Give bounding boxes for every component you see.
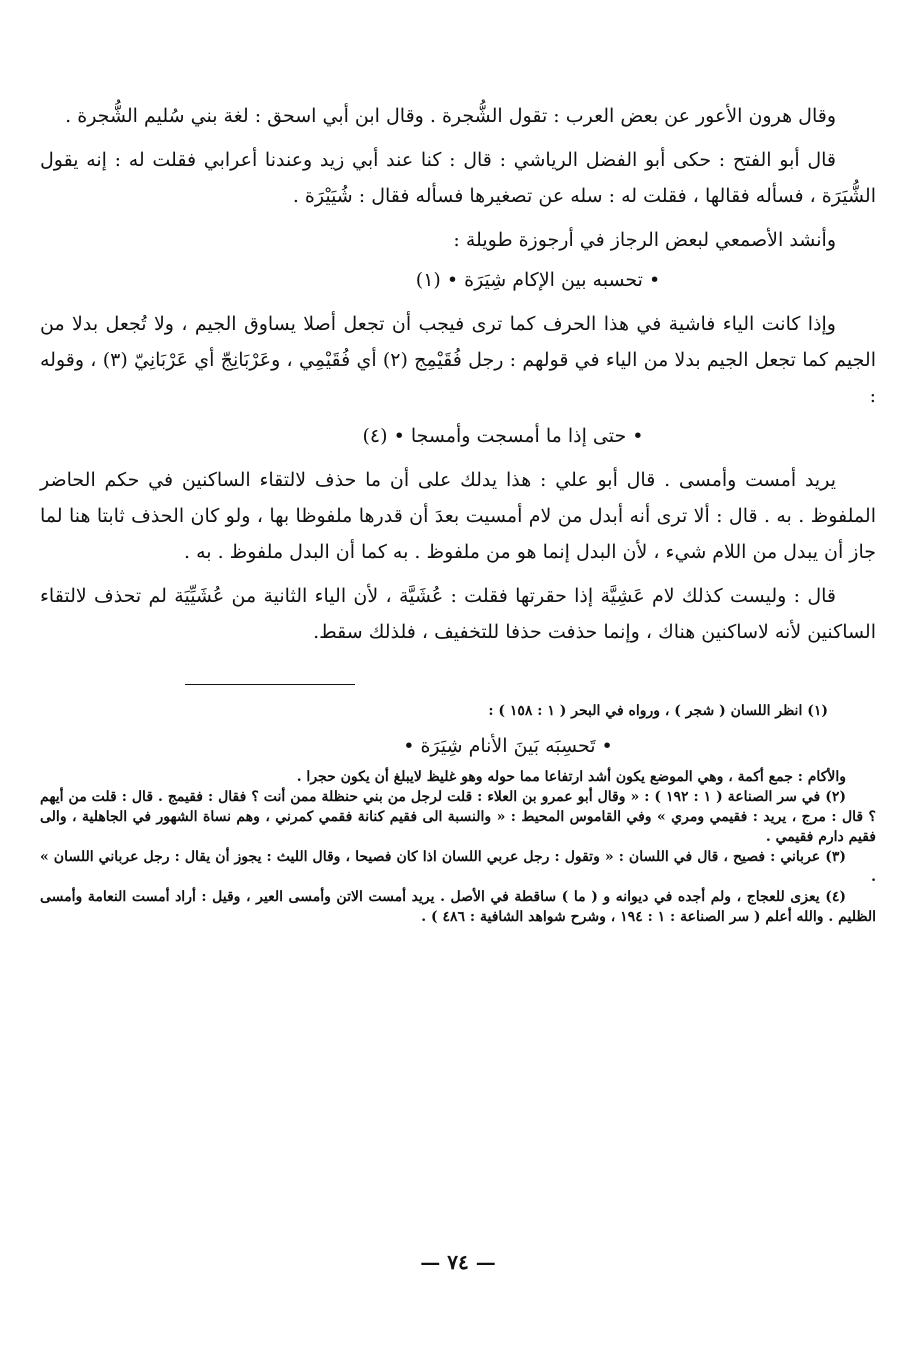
main-text [40, 98, 876, 650]
paragraph-2: قال أبو الفتح : حكى أبو الفضل الرياشي : قال : كنا عند أبي زيد وعندنا أعرابي فقلت له : إنه يقول الشُّيَرَة ، فسأله فقالها ، فقلت له : سله عن تصغيرها فسأله فقال : شُيَيْرَة . [40, 149, 876, 207]
footnotes [40, 701, 876, 927]
page-body [40, 98, 876, 927]
footnote-1-lead: (١) انظر اللسان ( شجر ) ، ورواه في البحر ( ١ : ١٥٨ ) : [488, 703, 828, 719]
footnote-1-verse: • تَحسِبَه بَينَ الأنام شِيَرَة • [403, 735, 613, 757]
page-number: — ٧٤ — [420, 1250, 496, 1274]
paragraph-3: وأنشد الأصمعي لبعض الرجاز في أرجوزة طويلة : [453, 229, 836, 251]
paragraph-4: وإذا كانت الياء فاشية في هذا الحرف كما ترى فيجب أن تجعل أصلا يساوق الجيم ، ولا تُجعل بدلا من الجيم كما تجعل الجيم بدلا من الياء في قولهم : رجل فُقَيْمِج (٢) أي فُقَيْمِي ، وعَرْبَانِجّ أي عَرْبَانِيّ (٣) ، وقوله : [40, 313, 876, 407]
footnote-2: (٢) في سر الصناعة ( ١ : ١٩٢ ) : « وقال أبو عمرو بن العلاء : قلت لرجل من بني حنظلة ممن أنت ؟ فقال : فقيمج . قال : قلت من أيهم ؟ قال : مرج ، يريد : فقيمي ومري » وفي القاموس المحيط : « والنسبة الى فقيم كنانة فقمي كمرني ، وهم نساة الشهور في الجاهلية ، والى فقيم دارم فقيمي . [40, 789, 876, 845]
footnote-4: (٤) يعزى للعجاج ، ولم أجده في ديوانه و ( ما ) ساقطة في الأصل . يريد أمست الاتن وأمسى العير ، وقيل : أراد أمست النعامة وأمسى الظليم . والله أعلم ( سر الصناعة : ١ : ١٩٤ ، وشرح شواهد الشافية : ٤٨٦ ) . [40, 889, 876, 925]
paragraph-1: وقال هرون الأعور عن بعض العرب : تقول الشُّجرة . وقال ابن أبي اسحق : لغة بني سُليم الشُّجرة . [65, 105, 836, 127]
paragraph-6: قال : وليست كذلك لام عَشِيَّة إذا حقرتها فقلت : عُشَيَّة ، لأن الياء الثانية من عُشَيِّيَة لم تحذف لالتقاء الساكنين لأنه لاساكنين هناك ، وإنما حذفت حذفا للتخفيف ، فلذلك سقط. [40, 585, 876, 643]
verse-2: • حتى إذا ما أمسجت وأمسجا • (٤) [362, 425, 644, 447]
footnote-1-body: والأكام : جمع أكمة ، وهي الموضع يكون أشد ارتفاعا مما حوله وهو غليظ لايبلغ أن يكون حجرا . [296, 769, 846, 785]
paragraph-5: يريد أمست وأمسى . قال أبو علي : هذا يدلك على أن ما حذف لالتقاء الساكنين في حكم الحاضر الملفوظ . به . قال : ألا ترى أنه أبدل من لام أمسيت بعدَ أن قدرها ملفوظا بها ، ولو كان الحذف ثابتا هنا لما جاز أن يبدل من اللام شيء ، لأن البدل إنما هو من ملفوظ . به كما أن البدل ملفوظ . به . [40, 469, 876, 563]
footnote-3: (٣) عرباني : فصيح ، قال في اللسان : « وتقول : رجل عربي اللسان اذا كان فصيحا ، وقال الليث : يجوز أن يقال : رجل عرباني اللسان » . [40, 849, 876, 885]
verse-1: • تحسبه بين الإكام شِيَرَة • (١) [415, 269, 661, 291]
footnote-divider [185, 684, 355, 685]
